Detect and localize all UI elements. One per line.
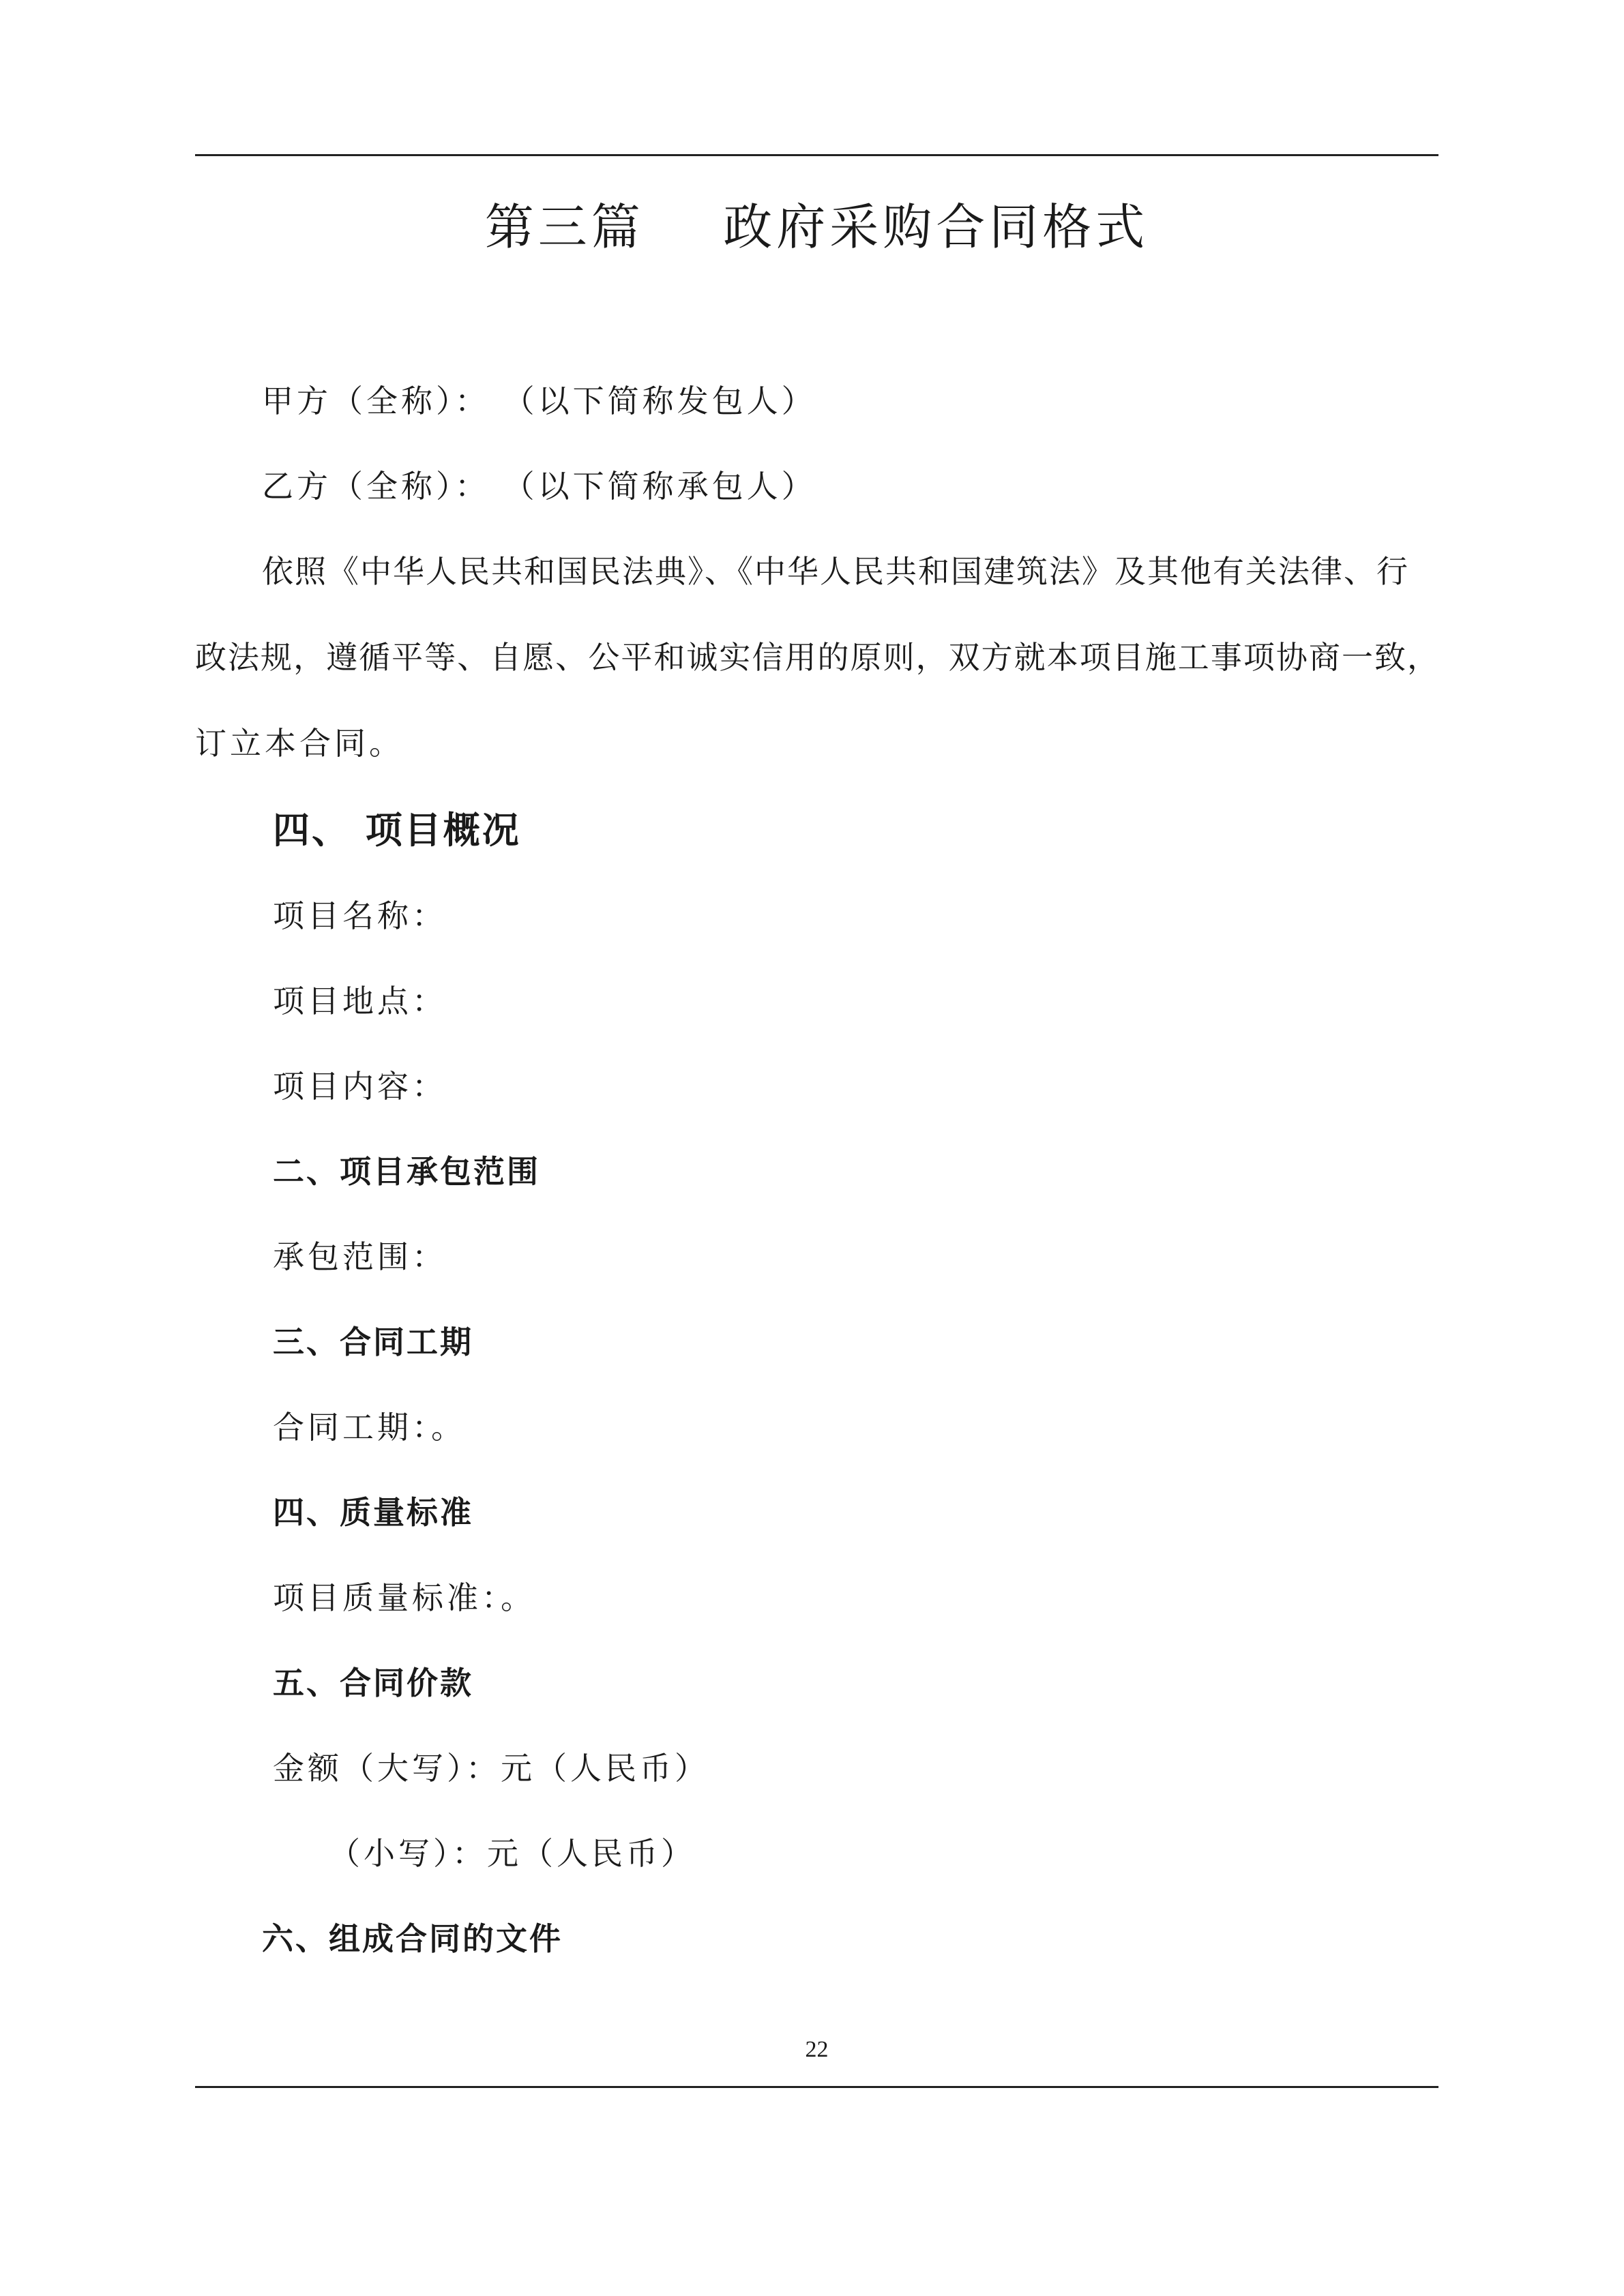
section-heading-contract-documents: 六、组成合同的文件 — [262, 1920, 563, 1957]
amount-upper-field: 金额（大写）：元（人民币） — [273, 1750, 709, 1787]
header-rule — [195, 154, 1438, 156]
section-heading-period: 三、合同工期 — [273, 1324, 473, 1360]
contract-period-field: 合同工期：。 — [273, 1409, 466, 1446]
section-heading-quality: 四、质量标准 — [273, 1494, 473, 1531]
scope-field: 承包范围： — [273, 1238, 447, 1275]
section-heading-project-overview: 四、 项目概况 — [273, 809, 521, 852]
project-location-field: 项目地点： — [273, 983, 447, 1019]
preamble-line-3: 订立本合同。 — [195, 725, 404, 762]
page-number: 22 — [805, 2037, 829, 2062]
section-heading-scope: 二、项目承包范围 — [273, 1153, 540, 1190]
project-name-field: 项目名称： — [273, 897, 447, 934]
document-title: 第三篇 政府采购合同格式 — [484, 198, 1149, 256]
amount-lower-field: （小写）：元（人民币） — [329, 1835, 696, 1872]
footer-rule — [195, 2086, 1438, 2088]
preamble-line-2: 政法规，遵循平等、自愿、公平和诚实信用的原则，双方就本项目施工事项协商一致， — [195, 639, 1438, 676]
preamble-line-1: 依照《中华人民共和国民法典》、《中华人民共和国建筑法》及其他有关法律、行 — [262, 553, 1409, 590]
party-b-line: 乙方（全称）： （以下简称承包人） — [262, 468, 816, 505]
party-a-line: 甲方（全称）： （以下简称发包人） — [262, 383, 816, 419]
quality-standard-field: 项目质量标准：。 — [273, 1579, 535, 1616]
project-content-field: 项目内容： — [273, 1068, 447, 1105]
section-heading-price: 五、合同价款 — [273, 1665, 473, 1701]
